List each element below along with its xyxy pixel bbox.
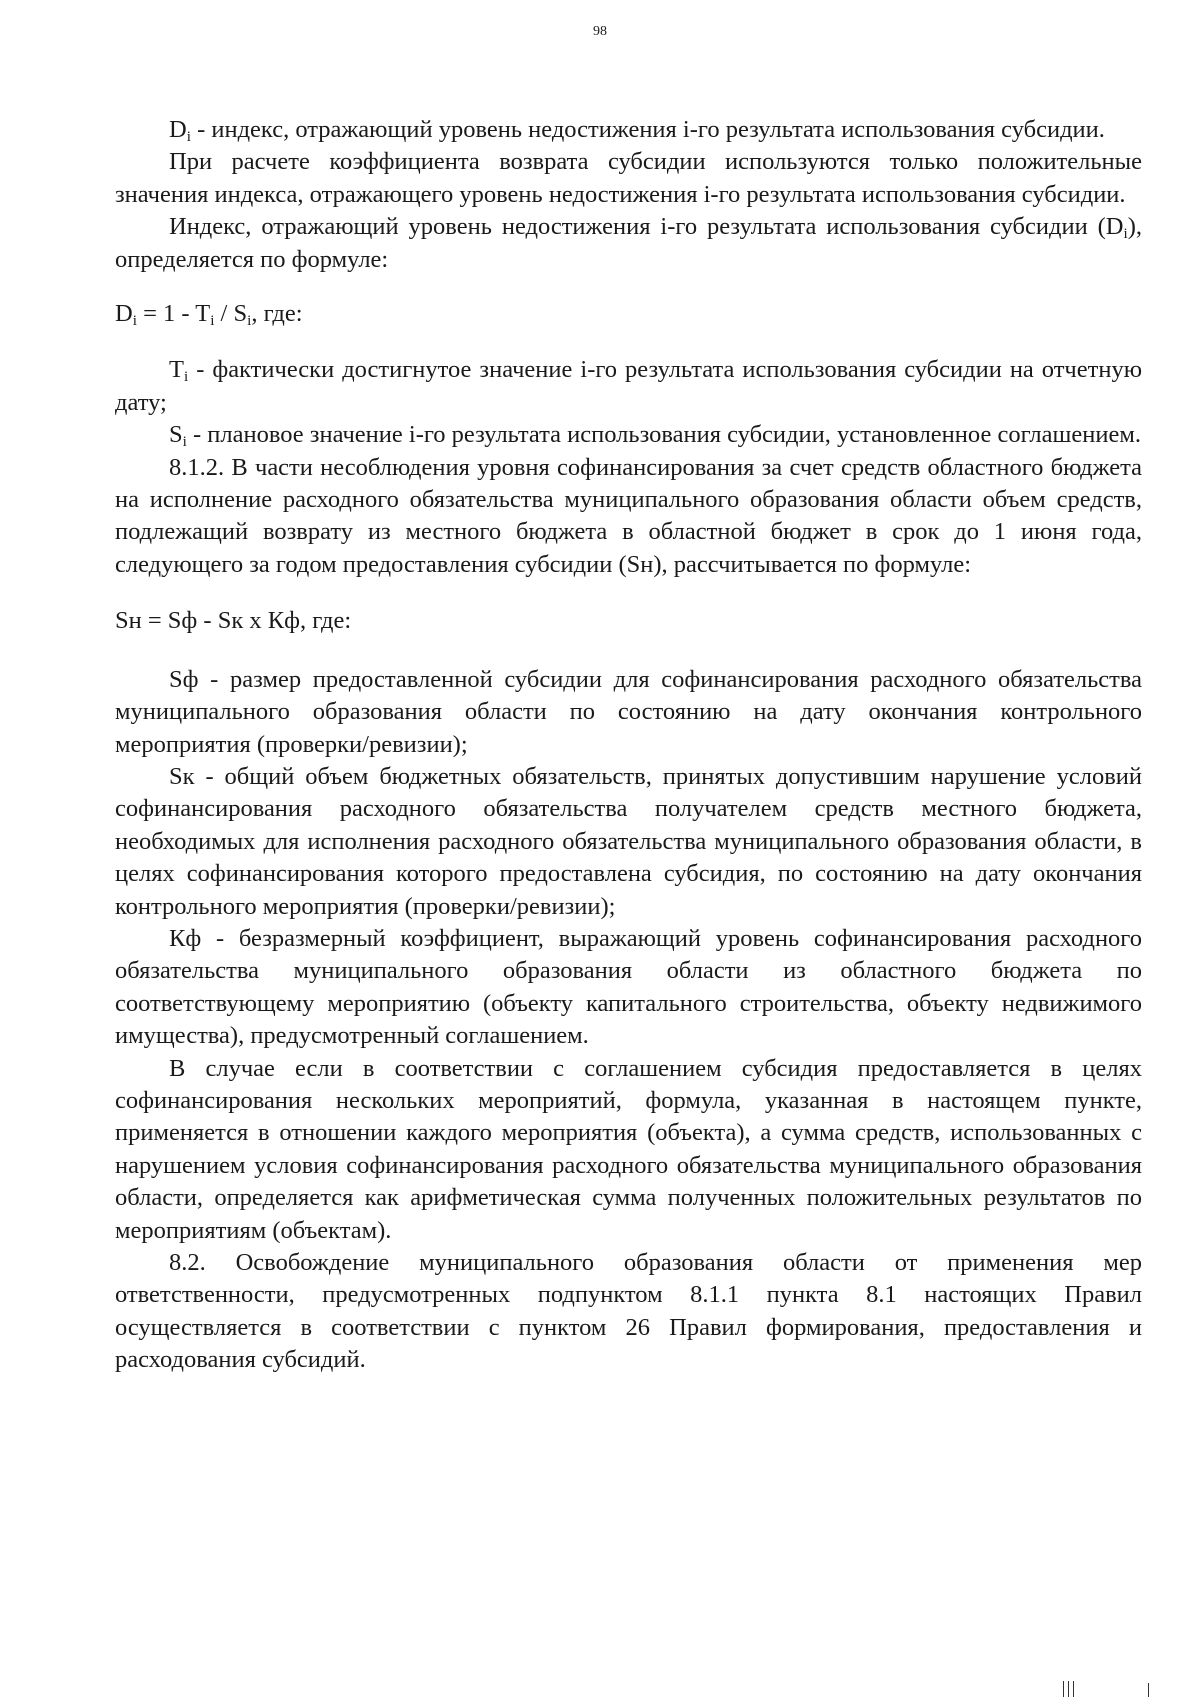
paragraph-ti-definition: [115, 354, 1142, 419]
formula-part: / S: [214, 300, 248, 328]
page-number: 98: [593, 24, 607, 39]
symbol-d: D: [169, 116, 187, 143]
scan-artifact-mark: [1068, 1681, 1069, 1697]
subscript-i: i: [186, 127, 191, 145]
formula-di: [115, 298, 1142, 330]
paragraph-multiple-measures: В случае если в соответствии с соглашением субсидия предоставляется в целях софинансирования нескольких мероприятий, формула, указанная в настоящем пункте, применяется в отношении каждого мероприятия (объекта), а сумма средств, использованных с нарушением условия софинансирования расходного обязательства муниципального образования области, определяется как арифметическая сумма полученных положительных результатов по мероприятиям (объектам).: [115, 1054, 1142, 1244]
subscript-i: i: [210, 311, 215, 329]
paragraph-text: - плановое значение i-го результата использования субсидии, установленное соглашением.: [186, 421, 1141, 449]
formula-part: D: [115, 300, 133, 328]
symbol-s: S: [169, 421, 183, 449]
scan-artifact-mark: [1148, 1683, 1149, 1697]
subscript-i: i: [183, 368, 189, 386]
paragraph-text: - фактически достигнутое значение i-го результата использования субсидии на отчетную дату;: [115, 356, 1142, 416]
paragraph-text: Индекс, отражающий уровень недостижения i-го результата использования субсидии (D: [169, 213, 1124, 241]
formula-part: = 1 - T: [136, 300, 211, 328]
paragraph-sf-definition: Sф - размер предоставленной субсидии для софинансирования расходного обязательства муниципального образования области по состоянию на дату окончания контрольного мероприятия (проверки/ревизии);: [115, 665, 1142, 758]
subscript-i: i: [182, 433, 187, 451]
paragraph-index-formula-intro: [115, 211, 1142, 276]
formula-sn: Sн = Sф - Sк x Кф, где:: [115, 607, 352, 635]
document-body: [115, 114, 1142, 1377]
scan-artifact-mark: [1073, 1681, 1074, 1697]
paragraph-si-definition: [115, 419, 1142, 451]
subscript-i: i: [247, 311, 252, 329]
paragraph-text: - индекс, отражающий уровень недостижения i-го результата использования субсидии.: [190, 116, 1105, 143]
paragraph-text: ), определяется по формуле:: [115, 213, 1142, 273]
scan-artifact-mark: [1063, 1681, 1064, 1697]
paragraph-positive-values: При расчете коэффициента возврата субсидии используются только положительные значения индекса, отражающего уровень недостижения i-го результата использования субсидии.: [115, 148, 1142, 208]
subscript-i: i: [1123, 225, 1128, 243]
paragraph-di-definition: [115, 114, 1142, 146]
formula-part: , где:: [251, 300, 303, 328]
paragraph-kf-definition: Кф - безразмерный коэффициент, выражающий уровень софинансирования расходного обязательства муниципального образования области из областного бюджета по соответствующему мероприятию (объекту капитального строительства, объекту недвижимого имущества), предусмотренный соглашением.: [115, 924, 1142, 1050]
paragraph-8-2: 8.2. Освобождение муниципального образования области от применения мер ответственности, предусмотренных подпунктом 8.1.1 пункта 8.1 настоящих Правил осуществляется в соответствии с пунктом 26 Правил формирования, предоставления и расходования субсидий.: [115, 1249, 1142, 1374]
symbol-t: T: [169, 356, 184, 384]
subscript-i: i: [132, 311, 137, 329]
paragraph-sk-definition: Sк - общий объем бюджетных обязательств, принятых допустившим нарушение условий софинансирования расходного обязательства получателем средств местного бюджета, необходимых для исполнения расходного обязательства муниципального образования области, в целях софинансирования которого предоставлена субсидия, по состоянию на дату окончания контрольного мероприятия (проверки/ревизии);: [115, 762, 1142, 920]
paragraph-8-1-2: 8.1.2. В части несоблюдения уровня софинансирования за счет средств областного бюджета на исполнение расходного обязательства муниципального образования области объем средств, подлежащий возврату из местного бюджета в областной бюджет в срок до 1 июня года, следующего за годом предоставления субсидии (Sн), рассчитывается по формуле:: [115, 453, 1142, 578]
